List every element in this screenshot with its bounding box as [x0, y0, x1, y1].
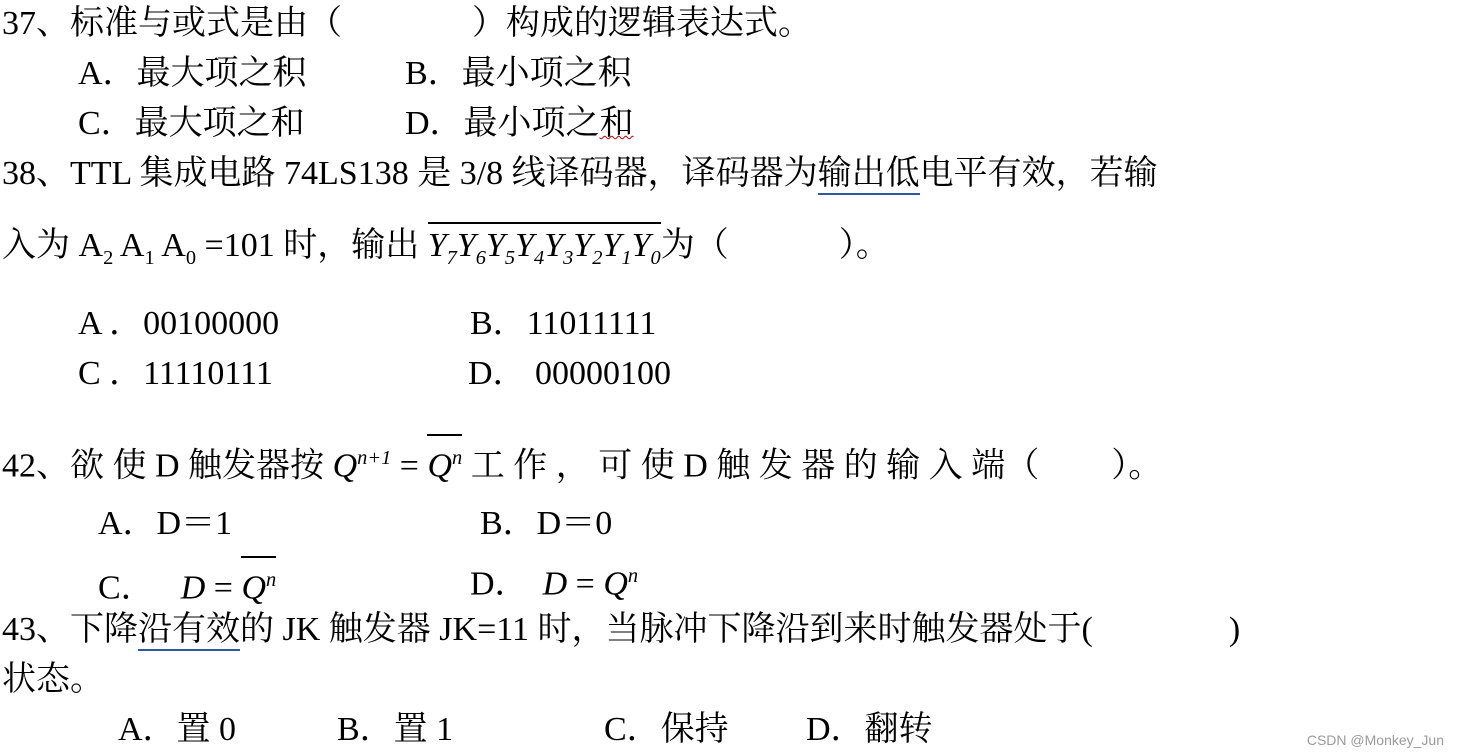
q42-qbar-sup: n: [452, 447, 463, 469]
q42-option-c-sup: n: [266, 569, 277, 591]
q42-option-c-d: D: [180, 569, 206, 607]
q42-stem: [2, 434, 1162, 486]
q42-stem-text-end: 工 作 ， 可 使 D 触 发 器 的 输 入 端（: [462, 447, 1040, 485]
y-sub: 0: [650, 246, 661, 269]
q38-line1-text: 38、TTL 集成电路 74LS138 是 3/8 线译码器，译码器为: [2, 155, 818, 192]
q43-option-c: C．保持: [604, 711, 729, 748]
q42-option-d-d: D: [542, 565, 568, 603]
q37-option-c: C．最大项之和: [78, 105, 305, 142]
y-var: Y: [602, 227, 622, 264]
q42-option-b: B．D＝0: [480, 505, 613, 542]
q43-line1-text-end: 的 JK 触发器 JK=11 时，当脉冲下降沿到来时触发器处于(: [240, 611, 1093, 648]
y-sub: 5: [504, 246, 516, 269]
q43-option-b: B．置 1: [337, 711, 454, 748]
q38-option-b: B．11011111: [470, 305, 657, 342]
q42-q-var: Q: [332, 447, 358, 485]
q42-option-c-eq: =: [205, 569, 242, 607]
q37-option-d: [405, 104, 634, 144]
q37-option-d-spellcheck-word: 和: [599, 105, 634, 142]
y-sub: 3: [563, 246, 574, 269]
q38-equals: =101 时，输出: [196, 227, 420, 264]
q43-stem-line1: [2, 610, 1240, 650]
q37-stem-text: 37、标准与或式是由（: [2, 5, 342, 42]
q38-a0-sub: 0: [185, 246, 197, 269]
watermark: CSDN @Monkey_Jun: [1306, 732, 1444, 748]
q38-line2-end: ）。: [838, 227, 890, 264]
q38-a2: 入为 A: [2, 227, 104, 264]
q38-a2-sub: 2: [103, 246, 114, 269]
q38-underlined-phrase: 输出低: [818, 155, 920, 195]
q37-stem: [2, 4, 812, 44]
q38-a0: A: [154, 227, 186, 264]
q38-a1: A: [113, 227, 145, 264]
q43-option-d: D．翻转: [806, 711, 933, 748]
q42-option-a: [98, 504, 232, 544]
q42-option-d-q: Q: [603, 565, 628, 603]
y-var: Y: [544, 227, 564, 264]
q37-option-a: A．最大项之积: [78, 55, 307, 92]
q42-option-a-text: A．D＝1: [98, 505, 233, 542]
q42-option-d-sup: n: [627, 565, 639, 587]
q43-line1-text: 43、下降: [2, 611, 138, 648]
q37-option-b: B．最小项之积: [405, 55, 632, 92]
q42-stem-end: ）。: [1111, 447, 1163, 485]
y-var: Y: [456, 227, 476, 264]
q43-line1-end: ): [1228, 611, 1241, 648]
y-sub: 7: [446, 246, 457, 269]
q42-option-c-q: Q: [241, 569, 266, 607]
q38-line1-text-end: 电平有效，若输: [919, 155, 1158, 192]
y-sub: 6: [475, 246, 486, 269]
q42-equals: =: [391, 447, 428, 485]
q42-option-d-eq: =: [567, 565, 604, 603]
y-var: Y: [515, 227, 535, 264]
q38-a1-sub: 1: [144, 246, 155, 269]
q38-line2-text: 为（: [660, 227, 729, 264]
y-var: Y: [427, 227, 447, 264]
q42-option-d-label: D．: [470, 565, 529, 603]
q42-stem-text: 42、欲 使 D 触发器按: [2, 447, 333, 485]
q37-stem-text-end: ）构成的逻辑表达式。: [472, 5, 812, 42]
q42-option-c: [98, 556, 276, 608]
y-var: Y: [485, 227, 505, 264]
y-sub: 1: [621, 246, 632, 269]
q38-option-c: C ．11110111: [78, 355, 273, 392]
y-var: Y: [573, 227, 593, 264]
q42-option-c-qbar: [241, 556, 276, 608]
y-var: Y: [631, 227, 651, 264]
q43-option-a: A．置 0: [118, 711, 237, 748]
q38-option-d: D． 00000100: [468, 355, 672, 392]
q43-underlined-phrase: 沿有效: [138, 611, 240, 651]
q43-stem-line2: 状态。: [2, 661, 104, 698]
q38-stem-line2: [2, 222, 890, 278]
y-sub: 4: [534, 246, 545, 269]
q37-option-d-text: D．最小项之: [405, 105, 600, 142]
q42-qbar: [427, 434, 462, 486]
q42-qbar-var: Q: [427, 447, 453, 485]
q42-q-sup: n+1: [357, 447, 392, 469]
q42-option-d: [470, 556, 638, 604]
q42-option-c-label: C．: [98, 569, 155, 607]
q38-output-bar-expression: [428, 222, 661, 278]
q38-option-a: A ．00100000: [78, 305, 280, 342]
q38-stem-line1: [2, 154, 1158, 194]
y-sub: 2: [592, 246, 603, 269]
